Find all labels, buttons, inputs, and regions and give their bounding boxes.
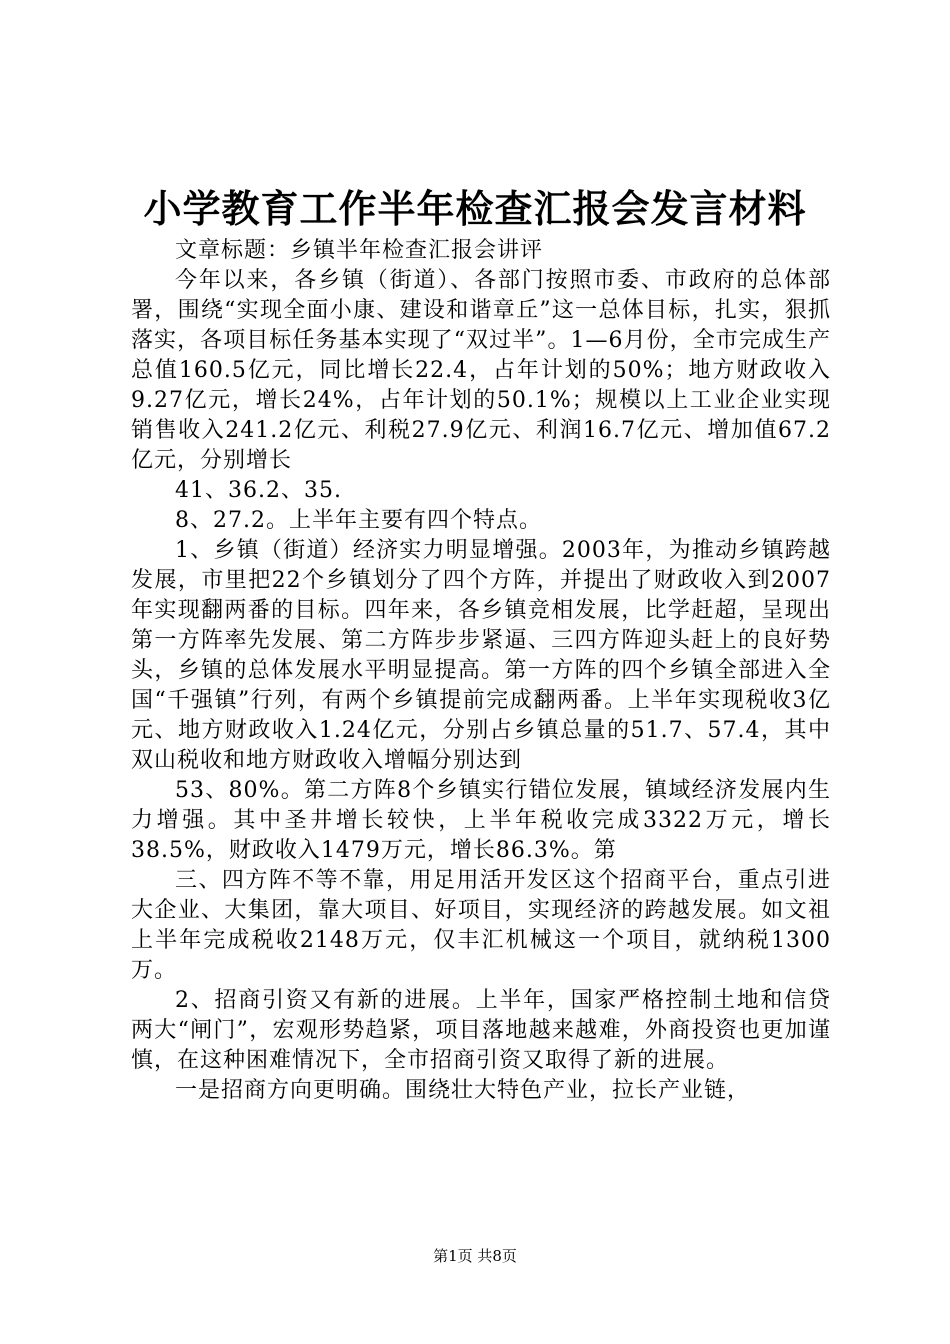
- paragraph-point-1: 1、乡镇（街道）经济实力明显增强。2003年，为推动乡镇跨越发展，市里把22个乡镇划分了四个方阵，并提出了财政收入到2007年实现翻两番的目标。四年来，各乡镇竞相发展，比学赶超，呈现出第一方阵率先发展、第二方阵步步紧逼、三四方阵迎头赶上的良好势头，乡镇的总体发展水平明显提高。第一方阵的四个乡镇全部进入全国“千强镇”行列，有两个乡镇提前完成翻两番。上半年实现税收3亿元、地方财政收入1.24亿元，分别占乡镇总量的51.7、57.4，其中双山税收和地方财政收入增幅分别达到: [131, 538, 831, 773]
- document-title: 小学教育工作半年检查汇报会发言材料: [143, 186, 807, 231]
- page-footer: 第1页 共8页: [433, 1247, 517, 1265]
- paragraph-article-title: 文章标题：乡镇半年检查汇报会讲评: [175, 238, 544, 263]
- document-body: [131, 236, 831, 1106]
- paragraph-fragment-2: 8、27.2。上半年主要有四个特点。: [175, 508, 542, 533]
- paragraph-third-fourth-tier: 三、四方阵不等不靠，用足用活开发区这个招商平台，重点引进大企业、大集团，靠大项目、好项目，实现经济的跨越发展。如文祖上半年完成税收2148万元，仅丰汇机械这一个项目，就纳税1300万。: [131, 868, 831, 983]
- paragraph-second-tier: 53、80%。第二方阵8个乡镇实行错位发展，镇域经济发展内生力增强。其中圣井增长较快，上半年税收完成3322万元，增长38.5%，财政收入1479万元，增长86.3%。第: [131, 778, 831, 863]
- paragraph-point-2: 2、招商引资又有新的进展。上半年，国家严格控制土地和信贷两大“闸门”，宏观形势趋紧，项目落地越来越难，外商投资也更加谨慎，在这种困难情况下，全市招商引资又取得了新的进展。: [131, 988, 831, 1073]
- paragraph-fragment-1: 41、36.2、35.: [175, 478, 342, 503]
- paragraph-sub-point-1: 一是招商方向更明确。围绕壮大特色产业，拉长产业链，: [175, 1078, 751, 1103]
- paragraph-intro: 今年以来，各乡镇（街道）、各部门按照市委、市政府的总体部署，围绕“实现全面小康、建设和谐章丘”这一总体目标，扎实，狠抓落实，各项目标任务基本实现了“双过半”。1—6月份，全市完成生产总值160.5亿元，同比增长22.4，占年计划的50%；地方财政收入9.27亿元，增长24%，占年计划的50.1%；规模以上工业企业实现销售收入241.2亿元、利税27.9亿元、利润16.7亿元、增加值67.2亿元，分别增长: [131, 268, 831, 473]
